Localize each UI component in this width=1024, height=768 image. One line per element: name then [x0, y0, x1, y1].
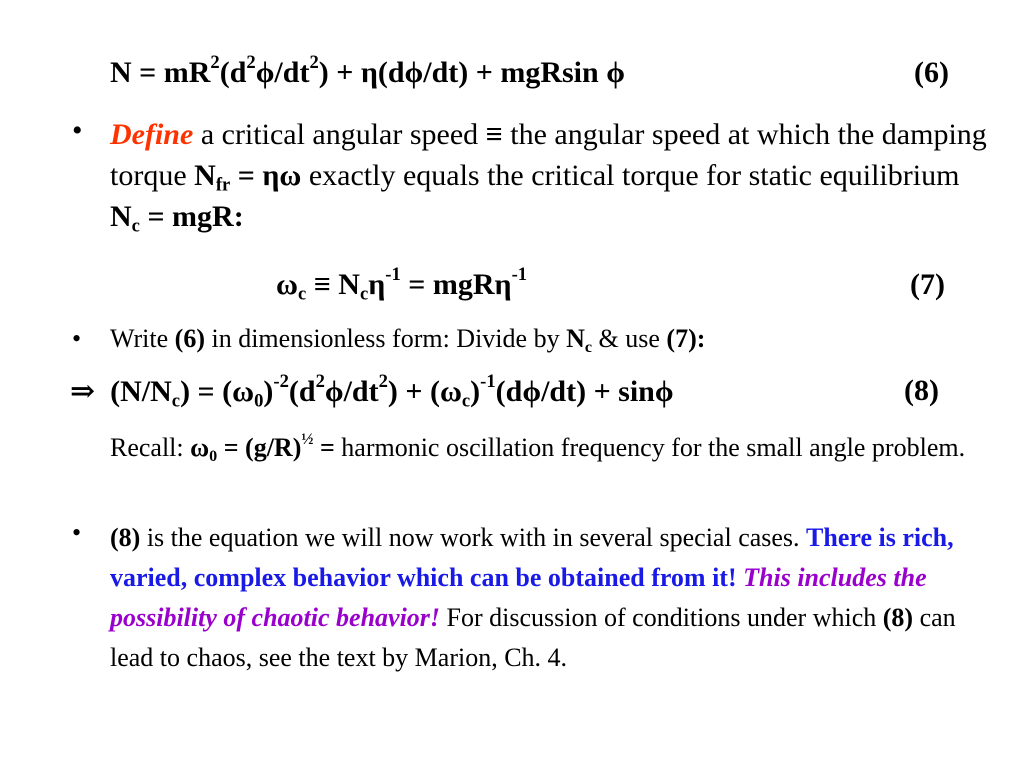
highlight-blue: There is rich, varied, complex behavior which can be obtained from it!	[110, 523, 954, 592]
eq6-text: N = mR	[110, 56, 211, 89]
highlight-purple: This includes the possibility of chaotic behavior!	[110, 563, 927, 632]
equation-8: ⇒ $(N/N_c) = (\omega_0)^{-2}(d^2\phi/dt^2) + (\omega_c)^{-1}(d\phi/dt) + \sin\phi$	[70, 371, 674, 412]
n-c: $N_c$ = mgR:	[110, 200, 244, 237]
recall-paragraph: Recall: $\omega_0 = (g/R)^{\frac{1}{2}}$ = harmonic oscillation frequency for the small angle problem.	[110, 430, 966, 465]
bullet-final: •	[72, 518, 82, 547]
equation-8-number: (8)	[904, 374, 939, 407]
equation-7-number: (7)	[910, 268, 945, 301]
equation-6-number: (6)	[914, 56, 949, 89]
define-paragraph: Define a critical angular speed ≡ the angular speed at which the damping torque $N_{fr} = \eta\omega$ exactly equals the critical torque for static equilibrium $N_c$ = mgR:	[110, 118, 987, 237]
equation-7: $\omega_c \equiv N_c\eta^{-1} = mgR\eta^{-1}$	[276, 264, 528, 305]
define-keyword: Define	[110, 118, 194, 151]
write-line: Write (6) in dimensionless form: Divide by $N_c$ & use (7):	[110, 324, 706, 356]
n-fr: $N_{fr} = \eta\omega$	[194, 159, 302, 196]
final-paragraph: (8) is the equation we will now work with in several special cases. There is rich, varied, complex behavior which can be obtained from it! This includes the possibility of chaotic behavior! For discussion of conditions under which (8) can lead to chaos, see the text by Marion, Ch. 4.	[110, 523, 956, 672]
implies-arrow: ⇒	[70, 375, 96, 408]
bullet-write: •	[72, 324, 82, 353]
bullet-define: •	[72, 114, 83, 147]
equation-6: $N = mR^2(d^2\phi/dt^2) + \eta(d\phi/dt) + mgRsin$ ϕ	[110, 52, 625, 89]
